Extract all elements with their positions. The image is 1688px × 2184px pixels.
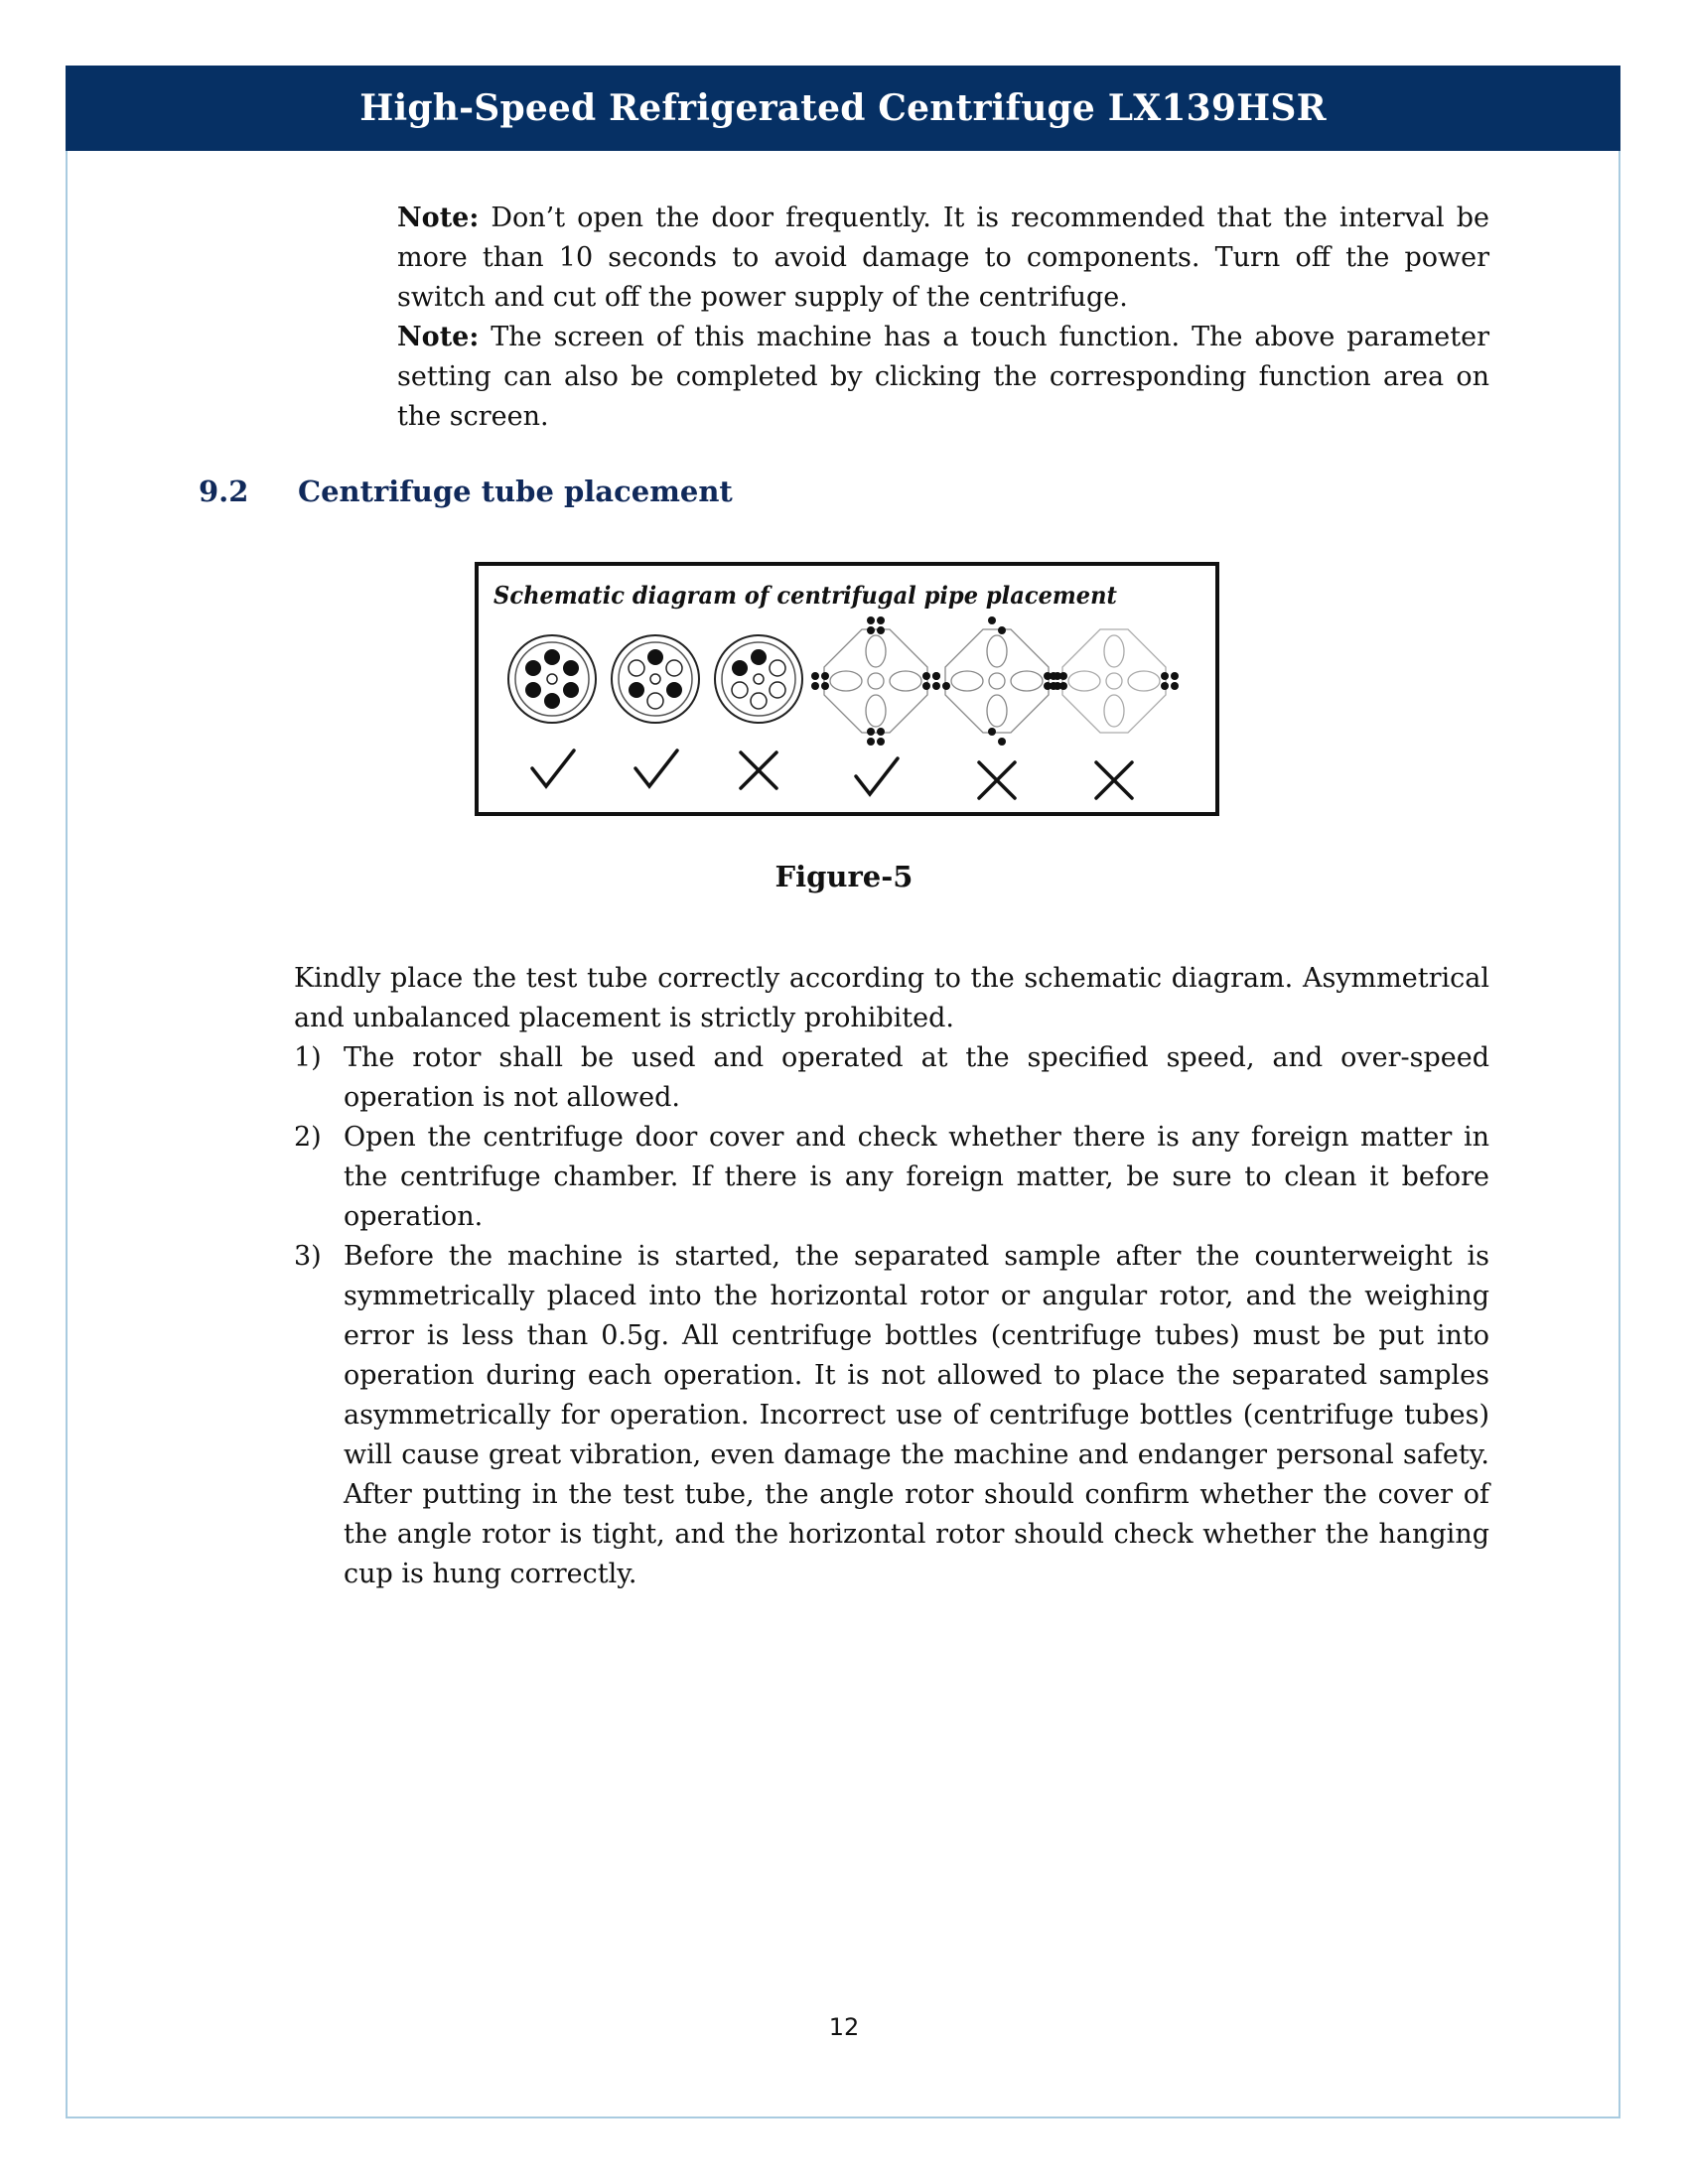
body-text [294,959,1489,1594]
note-paragraph [397,199,1489,318]
swing-rotor-unbalanced-1 [932,616,1061,746]
note-text: Don’t open the door frequently. It is recommended that the interval be more than 10 seconds to avoid damage to components. Turn off the power switch and cut off the power supply of the centrifuge. [397,203,1489,313]
note-label: Note: [397,203,480,233]
section-title: Centrifuge tube placement [298,475,733,508]
list-item [294,1038,1489,1118]
list-item-number: 3) [294,1241,322,1272]
list-item-number: 1) [294,1042,322,1073]
list-item-number: 2) [294,1122,322,1153]
swing-rotor-unbalanced-2 [1050,629,1179,733]
diagram-title: Schematic diagram of centrifugal pipe placement [493,582,1117,611]
cross-icon [1096,762,1132,798]
list-item-text: The rotor shall be used and operated at the specified speed, and over-speed operation is not allowed. [344,1042,1489,1113]
list-item [294,1118,1489,1237]
placement-marks [532,751,1132,798]
check-icon [532,751,574,786]
round-rotor-balanced-2 [612,635,699,723]
list-item [294,1237,1489,1594]
page-header [66,66,1620,151]
cross-icon [741,752,776,788]
placement-diagram [475,562,1219,816]
note-text: The screen of this machine has a touch function. The above parameter setting can also be completed by clicking the corresponding function area on the screen. [397,322,1489,432]
swing-rotor-balanced [811,616,940,746]
notes-block [397,199,1489,437]
document-title: High-Speed Refrigerated Centrifuge LX139HSR [359,87,1327,129]
list-item-text: Open the centrifuge door cover and check whether there is any foreign matter in the centrifuge chamber. If there is any foreign matter, be sure to clean it before operation. [344,1122,1489,1232]
check-icon [635,751,677,786]
intro-paragraph: Kindly place the test tube correctly according to the schematic diagram. Asymmetrical and unbalanced placement is strictly prohibited. [294,963,1489,1033]
round-rotor-balanced-1 [508,635,596,723]
figure-caption: Figure-5 [774,860,914,893]
section-heading [199,475,733,508]
list-item-text: Before the machine is started, the separated sample after the counterweight is symmetrically placed into the horizontal rotor or angular rotor, and the weighing error is less than 0.5g. All centrifuge bottles (centrifuge tubes) must be put into operation during each operation. It is not allowed to place the separated samples asymmetrically for operation. Incorrect use of centrifuge bottles (centrifuge tubes) will cause great vibration, even damage the machine and endanger personal safety. After putting in the test tube, the angle rotor should confirm whether the cover of the angle rotor is tight, and the horizontal rotor should check whether the hanging cup is hung correctly. [344,1241,1489,1589]
round-rotor-unbalanced [715,635,802,723]
check-icon [856,758,898,794]
note-paragraph [397,318,1489,437]
instruction-list [294,1038,1489,1594]
section-number: 9.2 [199,475,249,508]
cross-icon [979,762,1015,798]
placement-diagram-graphic [479,566,1215,812]
page-number: 12 [828,2013,860,2041]
note-label: Note: [397,322,480,352]
